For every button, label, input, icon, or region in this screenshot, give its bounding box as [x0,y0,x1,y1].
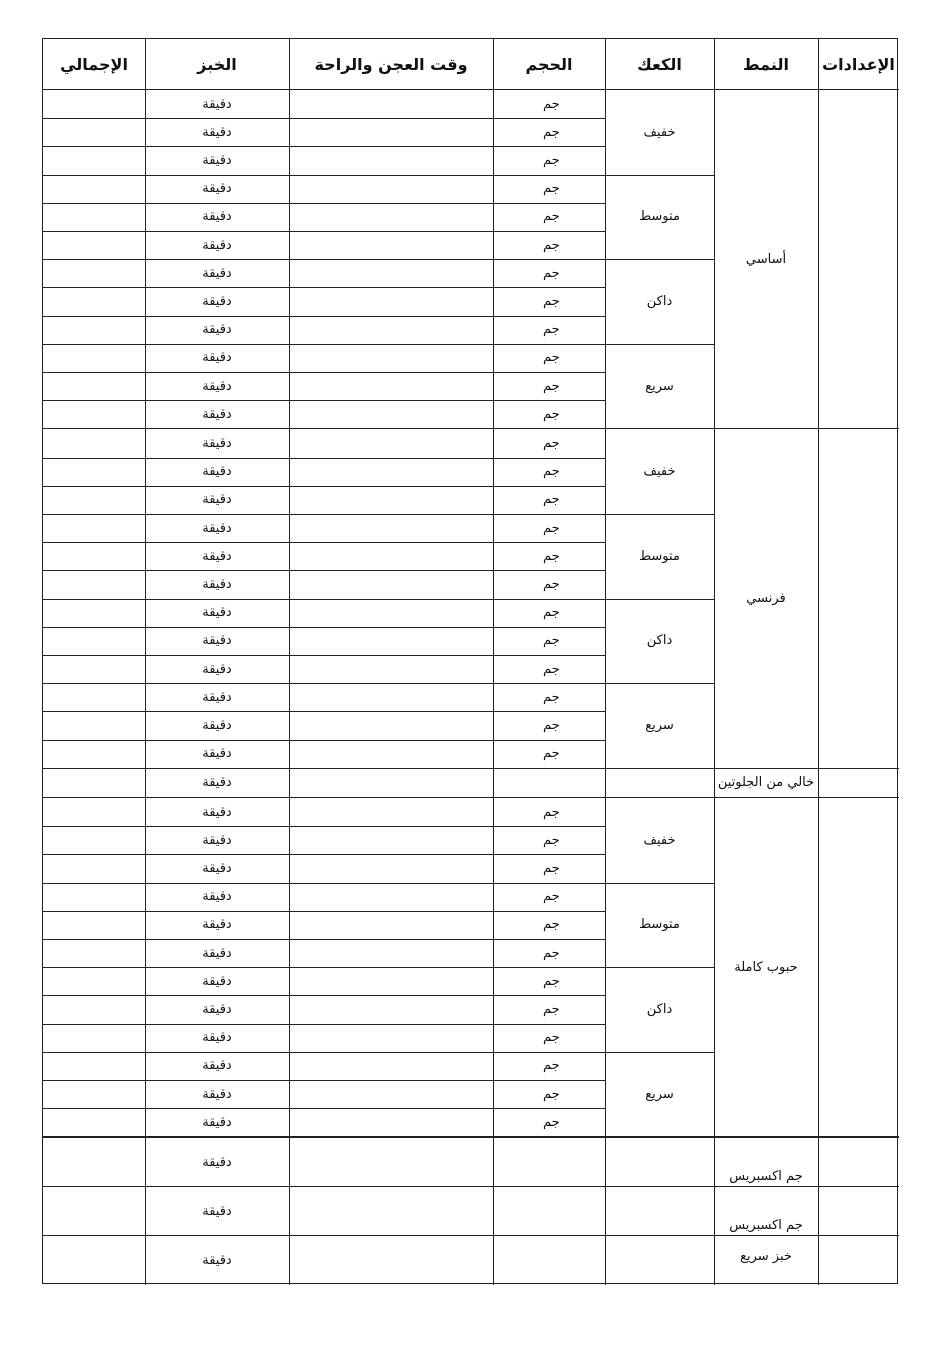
grid-horizontal-line [43,1235,899,1236]
grid-horizontal-line [43,995,605,996]
size-gram-cell: جم [543,520,560,536]
bake-minutes-cell: دقيقة [202,265,232,281]
crust-level-cell: سريع [645,717,674,733]
grid-horizontal-line [43,259,605,260]
size-gram-cell: جم [543,605,560,621]
bake-minutes-cell: دقيقة [202,152,232,168]
size-gram-cell: جم [543,293,560,309]
size-gram-cell: جم [543,378,560,394]
grid-vertical-line [818,39,819,1285]
crust-level-cell: سريع [645,1086,674,1102]
grid-horizontal-line [605,259,714,260]
grid-horizontal-line [43,1024,605,1025]
size-gram-cell: جم [543,804,560,820]
header-mode: النمط [743,54,789,74]
grid-horizontal-line [605,683,714,684]
grid-horizontal-line [43,740,605,741]
size-gram-cell: جم [543,265,560,281]
crust-level-cell: داكن [646,1001,673,1017]
grid-horizontal-line [43,570,605,571]
size-gram-cell: جم [543,746,560,762]
grid-horizontal-line [605,1052,714,1053]
grid-horizontal-line [43,118,605,119]
grid-horizontal-line [43,1080,605,1081]
grid-horizontal-line [43,175,605,176]
grid-horizontal-line [43,826,605,827]
crust-level-cell: سريع [645,378,674,394]
bake-minutes-cell: دقيقة [202,209,232,225]
mode-cell: حبوب كاملة [734,959,798,975]
grid-horizontal-line [43,911,605,912]
crust-level-cell: داكن [646,633,673,649]
mode-cell: جم اكسبريس [729,1169,803,1185]
grid-horizontal-line [43,655,605,656]
size-gram-cell: جم [543,322,560,338]
grid-horizontal-line [43,768,899,769]
grid-horizontal-line [43,400,605,401]
grid-horizontal-line [43,683,605,684]
grid-horizontal-line [43,854,605,855]
bake-minutes-cell: دقيقة [202,804,232,820]
crust-level-cell: متوسط [639,209,680,225]
size-gram-cell: جم [543,1086,560,1102]
grid-horizontal-line [43,1108,605,1109]
grid-horizontal-line [43,1186,899,1187]
grid-horizontal-line [43,939,605,940]
grid-horizontal-line [43,287,605,288]
header-settings: الإعدادات [822,54,895,74]
header-bake: الخبز [197,54,237,74]
mode-cell: أساسي [745,251,787,267]
size-gram-cell: جم [543,237,560,253]
crust-level-cell: متوسط [639,917,680,933]
grid-horizontal-line [43,599,605,600]
size-gram-cell: جم [543,435,560,451]
bake-minutes-cell: دقيقة [202,775,232,791]
grid-horizontal-line [43,627,605,628]
size-gram-cell: جم [543,124,560,140]
size-gram-cell: جم [543,945,560,961]
size-gram-cell: جم [543,350,560,366]
bake-minutes-cell: دقيقة [202,548,232,564]
grid-vertical-line [493,39,494,1285]
size-gram-cell: جم [543,1058,560,1074]
size-gram-cell: جم [543,832,560,848]
grid-horizontal-line [43,146,605,147]
size-gram-cell: جم [543,464,560,480]
crust-level-cell: داكن [646,293,673,309]
bake-minutes-cell: دقيقة [202,464,232,480]
size-gram-cell: جم [543,1114,560,1130]
bake-minutes-cell: دقيقة [202,124,232,140]
crust-level-cell: خفيف [643,832,676,848]
crust-level-cell: خفيف [643,464,676,480]
grid-horizontal-line [43,542,605,543]
bake-minutes-cell: دقيقة [202,1203,232,1219]
bake-minutes-cell: دقيقة [202,237,232,253]
header-size: الحجم [525,54,573,74]
size-gram-cell: جم [543,973,560,989]
bake-minutes-cell: دقيقة [202,832,232,848]
grid-horizontal-line [605,514,714,515]
size-gram-cell: جم [543,152,560,168]
grid-horizontal-line [605,175,714,176]
size-gram-cell: جم [543,717,560,733]
bake-minutes-cell: دقيقة [202,661,232,677]
size-gram-cell: جم [543,209,560,225]
grid-horizontal-line [605,344,714,345]
crust-level-cell: متوسط [639,548,680,564]
mode-cell: جم اكسبريس [729,1218,803,1234]
bake-minutes-cell: دقيقة [202,1086,232,1102]
grid-horizontal-line [605,967,714,968]
bake-minutes-cell: دقيقة [202,322,232,338]
bake-minutes-cell: دقيقة [202,1030,232,1046]
grid-horizontal-line [43,883,605,884]
grid-horizontal-line [43,89,899,90]
bake-minutes-cell: دقيقة [202,1154,232,1170]
size-gram-cell: جم [543,1001,560,1017]
bake-minutes-cell: دقيقة [202,860,232,876]
bake-minutes-cell: دقيقة [202,605,232,621]
size-gram-cell: جم [543,917,560,933]
header-knead-rest: وقت العجن والراحة [314,54,468,74]
bake-minutes-cell: دقيقة [202,1001,232,1017]
mode-cell: خالي من الجلوتين [717,775,815,791]
bake-minutes-cell: دقيقة [202,1058,232,1074]
bake-minutes-cell: دقيقة [202,378,232,394]
grid-horizontal-line [43,1136,899,1138]
bake-minutes-cell: دقيقة [202,889,232,905]
size-gram-cell: جم [543,1030,560,1046]
grid-vertical-line [145,39,146,1285]
grid-vertical-line [289,39,290,1285]
bake-minutes-cell: دقيقة [202,520,232,536]
size-gram-cell: جم [543,406,560,422]
grid-horizontal-line [43,428,899,429]
grid-horizontal-line [43,344,605,345]
size-gram-cell: جم [543,492,560,508]
bake-minutes-cell: دقيقة [202,973,232,989]
bake-minutes-cell: دقيقة [202,492,232,508]
mode-cell: فرنسي [746,591,786,607]
size-gram-cell: جم [543,96,560,112]
settings-table [42,38,898,1284]
grid-horizontal-line [43,372,605,373]
crust-level-cell: خفيف [643,124,676,140]
bake-minutes-cell: دقيقة [202,1114,232,1130]
size-gram-cell: جم [543,576,560,592]
bake-minutes-cell: دقيقة [202,181,232,197]
grid-horizontal-line [43,514,605,515]
bake-minutes-cell: دقيقة [202,350,232,366]
size-gram-cell: جم [543,689,560,705]
grid-horizontal-line [605,599,714,600]
bake-minutes-cell: دقيقة [202,406,232,422]
bake-minutes-cell: دقيقة [202,945,232,961]
size-gram-cell: جم [543,860,560,876]
header-total: الإجمالي [60,54,128,74]
bake-minutes-cell: دقيقة [202,689,232,705]
bake-minutes-cell: دقيقة [202,1252,232,1268]
grid-horizontal-line [43,967,605,968]
grid-horizontal-line [43,1052,605,1053]
header-crust: الكعك [637,54,682,74]
bake-minutes-cell: دقيقة [202,96,232,112]
size-gram-cell: جم [543,661,560,677]
size-gram-cell: جم [543,181,560,197]
bake-minutes-cell: دقيقة [202,917,232,933]
mode-cell: خبز سريع [740,1248,792,1264]
size-gram-cell: جم [543,633,560,649]
bake-minutes-cell: دقيقة [202,435,232,451]
size-gram-cell: جم [543,548,560,564]
grid-vertical-line [714,39,715,1285]
grid-horizontal-line [43,231,605,232]
bake-minutes-cell: دقيقة [202,633,232,649]
size-gram-cell: جم [543,889,560,905]
grid-horizontal-line [43,316,605,317]
grid-horizontal-line [43,486,605,487]
grid-horizontal-line [605,883,714,884]
bake-minutes-cell: دقيقة [202,717,232,733]
bake-minutes-cell: دقيقة [202,293,232,309]
grid-vertical-line [605,39,606,1285]
grid-horizontal-line [43,203,605,204]
bake-minutes-cell: دقيقة [202,746,232,762]
bake-minutes-cell: دقيقة [202,576,232,592]
grid-horizontal-line [43,458,605,459]
grid-horizontal-line [43,797,899,798]
grid-horizontal-line [43,711,605,712]
